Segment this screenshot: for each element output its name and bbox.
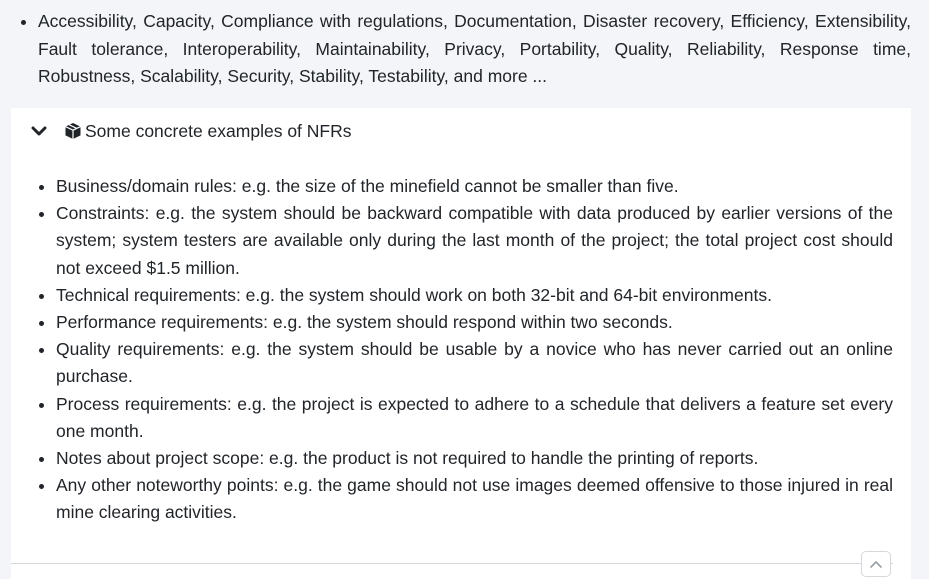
list-item: • Constraints: e.g. the system should be backward compatible with data produced by earlier versions of the system; system testers are available only during the last month of the project; the total project cost should not exceed $1.5 million. [56, 200, 893, 282]
nfr-categories-item: • Accessibility, Capacity, Compliance with regulations, Documentation, Disaster recovery, Efficiency, Extensibility, Fault tolerance, Interoperability, Maintainability, Privacy, Portability, Quality, Reliability, Response time, Robustness, Scalability, Security, Stability, Testability, and more ... [38, 8, 911, 91]
list-item: • Quality requirements: e.g. the system should be usable by a novice who has never carried out an online purchase. [56, 336, 893, 390]
scroll-to-top-button[interactable] [861, 551, 891, 577]
examples-panel-title: Some concrete examples of NFRs [85, 120, 352, 141]
list-item: • Any other noteworthy points: e.g. the game should not use images deemed offensive to those injured in real mine clearing activities. [56, 472, 893, 526]
chevron-down-icon[interactable] [29, 121, 49, 141]
examples-panel [11, 108, 911, 579]
list-item: • Technical requirements: e.g. the system should work on both 32-bit and 64-bit environments. [56, 282, 893, 309]
examples-panel-toggle[interactable] [11, 108, 911, 154]
examples-list [11, 154, 911, 527]
list-item: • Performance requirements: e.g. the system should respond within two seconds. [56, 309, 893, 336]
divider [11, 563, 893, 564]
nfr-categories-list [0, 0, 929, 91]
list-item: • Process requirements: e.g. the project is expected to adhere to a schedule that delivers a feature set every one month. [56, 391, 893, 445]
package-icon [63, 121, 83, 141]
chevron-up-icon [869, 560, 883, 568]
list-item: • Notes about project scope: e.g. the product is not required to handle the printing of reports. [56, 445, 893, 472]
list-item: • Business/domain rules: e.g. the size of the minefield cannot be smaller than five. [56, 173, 893, 200]
